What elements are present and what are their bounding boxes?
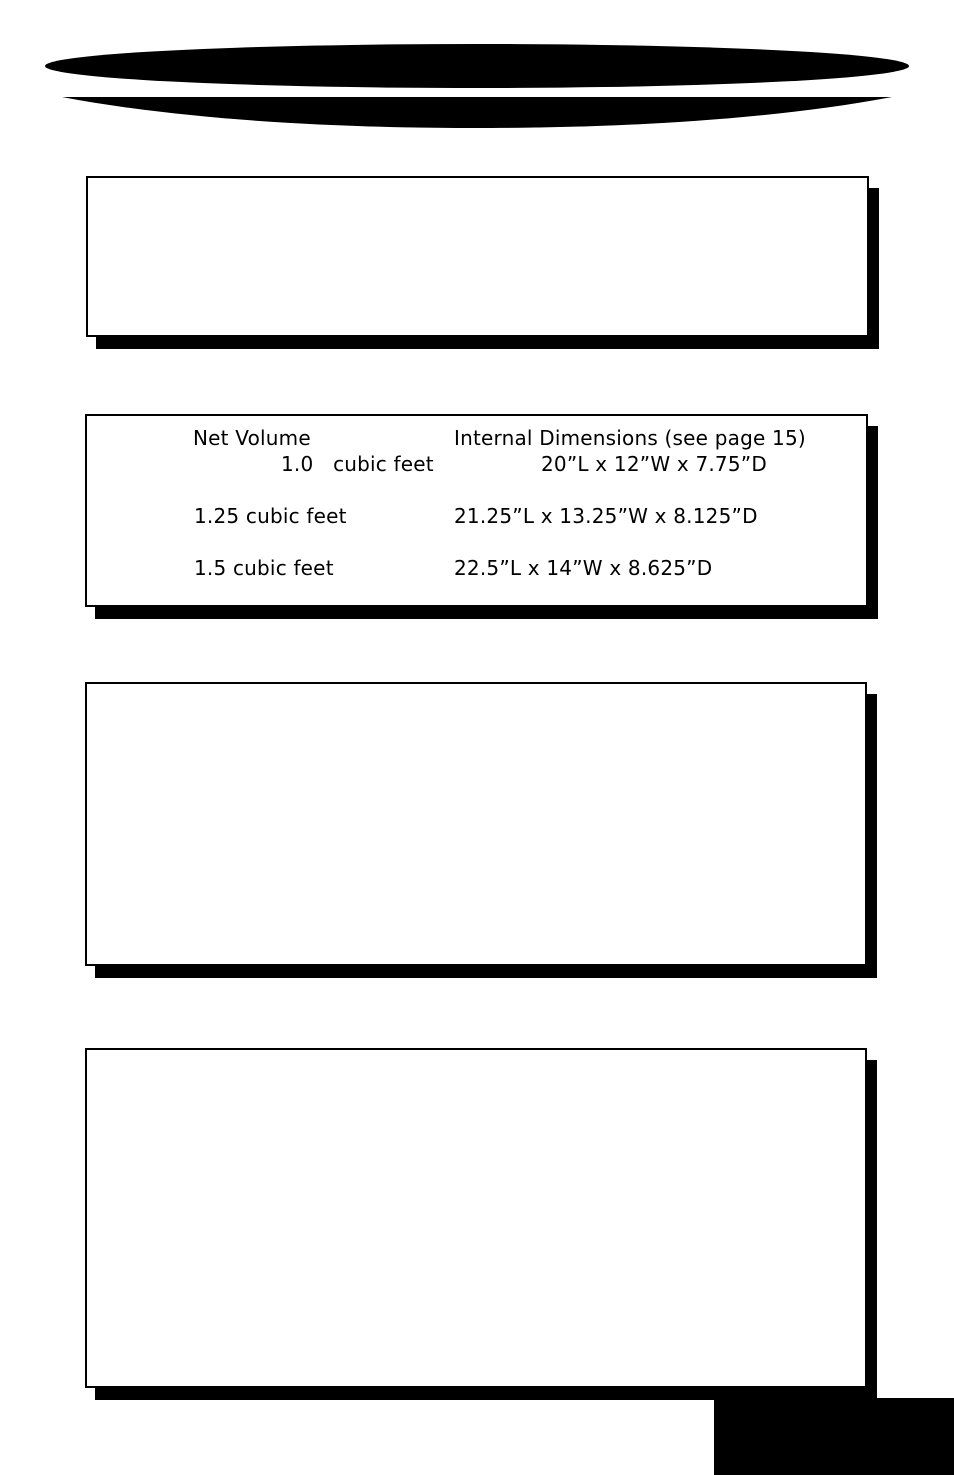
row-2-volume: 1.25 cubic feet xyxy=(194,504,347,528)
header-ellipse-upper xyxy=(45,44,909,88)
row-3-volume: 1.5 cubic feet xyxy=(194,556,334,580)
empty-panel-top xyxy=(86,176,869,337)
header-ellipse-banner xyxy=(0,0,954,140)
row-1-dimensions: 20”L x 12”W x 7.75”D xyxy=(541,452,767,476)
header-net-volume: Net Volume xyxy=(193,426,311,450)
page-corner-tab xyxy=(714,1398,954,1475)
row-1-volume: 1.0 cubic feet xyxy=(281,452,434,476)
volume-dimensions-panel xyxy=(85,414,868,607)
empty-panel-middle xyxy=(85,682,867,966)
row-3-dimensions: 22.5”L x 14”W x 8.625”D xyxy=(454,556,713,580)
empty-panel-bottom xyxy=(85,1048,867,1388)
row-2-dimensions: 21.25”L x 13.25”W x 8.125”D xyxy=(454,504,758,528)
header-internal-dimensions: Internal Dimensions (see page 15) xyxy=(454,426,806,450)
header-ellipse-lower xyxy=(62,97,892,128)
